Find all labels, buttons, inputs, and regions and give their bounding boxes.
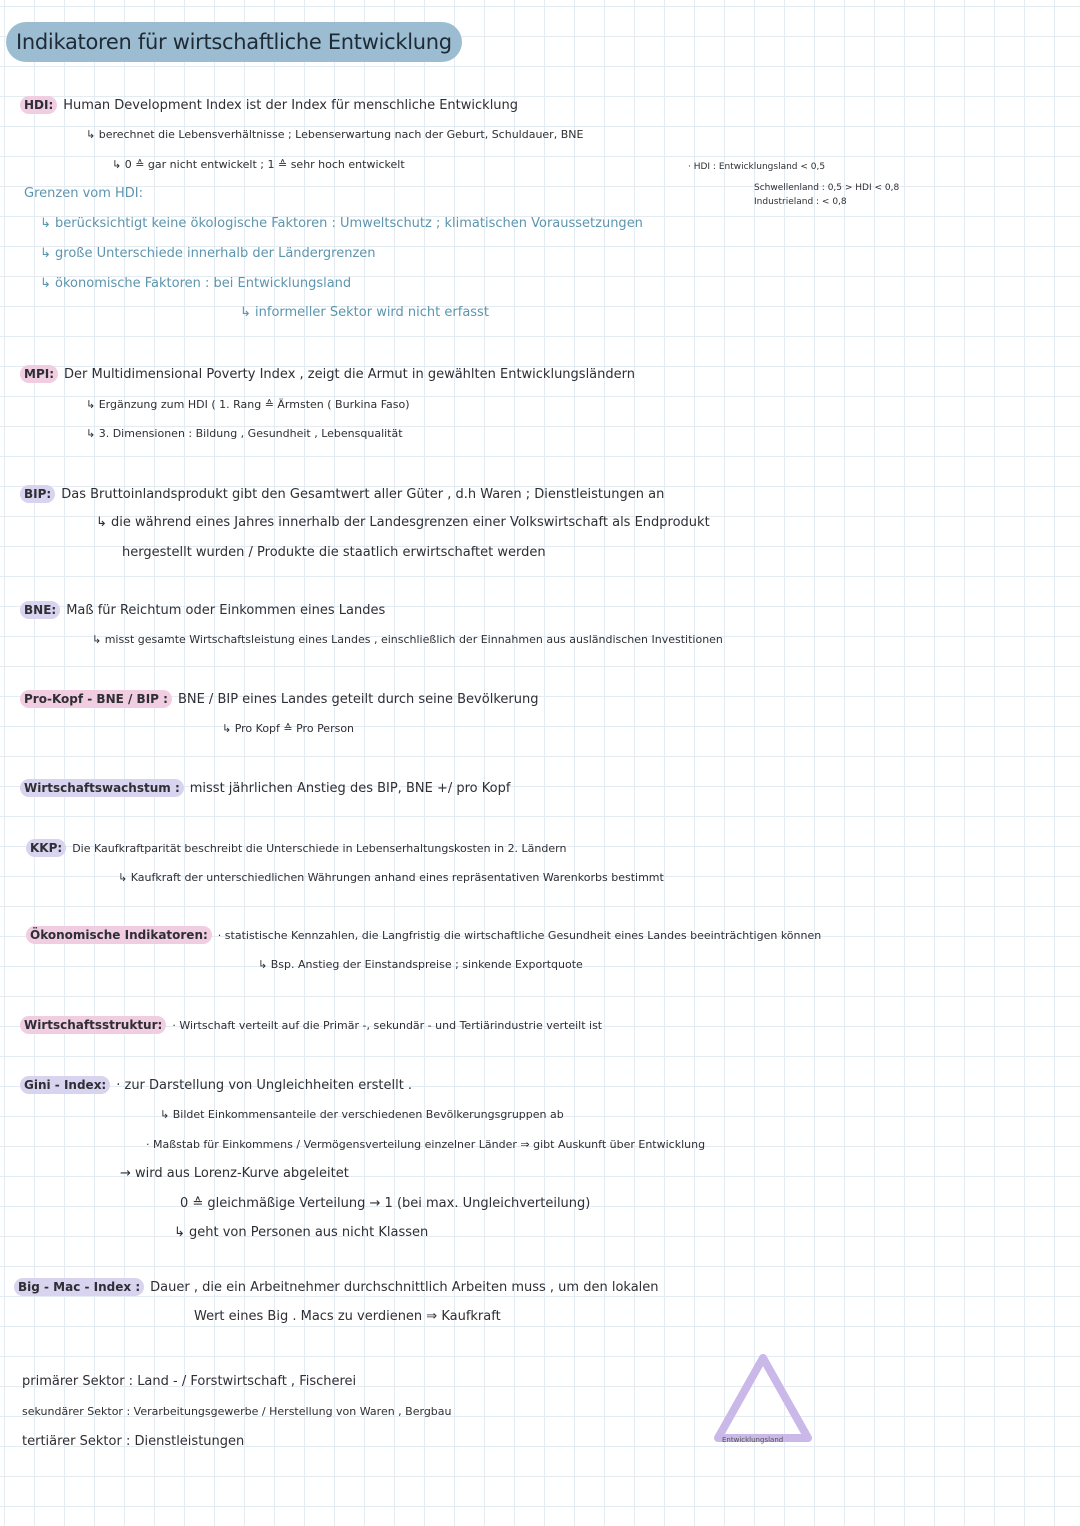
wachstum-definition: misst jährlichen Anstieg des BIP, BNE +/ pro Kopf [189,781,511,796]
hdi-tag: HDI: [20,96,57,114]
bip-line-2: ↳ die während eines Jahres innerhalb der Landesgrenzen einer Volkswirtschaft als Endprodukt [96,515,710,530]
bne-definition: Maß für Reichtum oder Einkommen eines Landes [66,603,386,618]
gini-line-5: 0 ≙ gleichmäßige Verteilung → 1 (bei max. Ungleichverteilung) [180,1196,591,1211]
struktur-definition: · Wirtschaft verteilt auf die Primär -, sekundär - und Tertiärindustrie verteilt ist [172,1019,603,1032]
development-triangle [708,1350,818,1450]
gini-definition: · zur Darstellung von Ungleichheiten erstellt . [116,1078,413,1093]
struktur-tag: Wirtschaftsstruktur: [20,1016,166,1034]
page-title: Indikatoren für wirtschaftliche Entwicklung [6,22,462,62]
bip-line-1 [20,485,664,504]
gini-line-6: ↳ geht von Personen aus nicht Klassen [174,1225,429,1240]
bigmac-definition: Dauer , die ein Arbeitnehmer durchschnittlich Arbeiten muss , um den lokalen [150,1280,659,1295]
kkp-line-1 [26,839,566,858]
prokopf-definition: BNE / BIP eines Landes geteilt durch seine Bevölkerung [177,692,539,707]
bip-line-3: hergestellt wurden / Produkte die staatlich erwirtschaftet werden [122,545,546,560]
hdi-definition: Human Development Index ist der Index für menschliche Entwicklung [63,98,519,113]
mpi-line-2: ↳ Ergänzung zum HDI ( 1. Rang ≙ Ärmsten ( Burkina Faso) [86,398,410,411]
grenzen-line-1: ↳ berücksichtigt keine ökologische Faktoren : Umweltschutz ; klimatischen Voraussetzungen [40,216,643,231]
hdi-line-2: ↳ berechnet die Lebensverhältnisse ; Lebenserwartung nach der Geburt, Schuldauer, BNE [86,128,584,141]
gini-line-2: ↳ Bildet Einkommensanteile der verschiedenen Bevölkerungsgruppen ab [160,1108,564,1121]
hdi-line-1 [20,96,518,115]
hdi-scale-1: · HDI : Entwicklungsland < 0,5 [688,162,826,172]
bigmac-line-2: Wert eines Big . Macs zu verdienen ⇒ Kaufkraft [194,1309,501,1324]
grenzen-heading: Grenzen vom HDI: [24,186,144,201]
wachstum-tag: Wirtschaftswachstum : [20,779,184,797]
bigmac-tag: Big - Mac - Index : [14,1278,144,1296]
sektor-primaer: primärer Sektor : Land - / Forstwirtschaft , Fischerei [22,1374,357,1389]
triangle-label: Entwicklungsland [722,1436,784,1444]
sektor-tertiaer: tertiärer Sektor : Dienstleistungen [22,1434,245,1449]
bip-definition: Das Bruttoinlandsprodukt gibt den Gesamtwert aller Güter , d.h Waren ; Dienstleistungen an [61,487,665,502]
mpi-line-1 [20,365,635,384]
kkp-definition: Die Kaufkraftparität beschreibt die Unterschiede in Lebenserhaltungskosten in 2. Ländern [72,842,567,855]
wachstum-line-1 [20,779,510,798]
gini-line-3: · Maßstab für Einkommens / Vermögensverteilung einzelner Länder ⇒ gibt Auskunft über Entwicklung [146,1138,706,1151]
prokopf-line-2: ↳ Pro Kopf ≙ Pro Person [222,722,355,735]
hdi-scale-2: Schwellenland : 0,5 > HDI < 0,8 [754,183,900,193]
grenzen-line-4: ↳ informeller Sektor wird nicht erfasst [240,305,489,320]
prokopf-line-1 [20,690,538,709]
kkp-tag: KKP: [26,839,66,857]
triangle-icon [708,1350,818,1450]
prokopf-tag: Pro-Kopf - BNE / BIP : [20,690,172,708]
oekonomisch-definition: · statistische Kennzahlen, die Langfristig die wirtschaftliche Gesundheit eines Landes beeinträchtigen können [217,929,822,942]
bne-line-2: ↳ misst gesamte Wirtschaftsleistung eines Landes , einschließlich der Einnahmen aus ausländischen Investitionen [92,633,723,646]
kkp-line-2: ↳ Kaufkraft der unterschiedlichen Währungen anhand eines repräsentativen Warenkorbs bestimmt [118,871,664,884]
bigmac-line-1 [14,1278,659,1297]
mpi-line-3: ↳ 3. Dimensionen : Bildung , Gesundheit , Lebensqualität [86,427,403,440]
bne-tag: BNE: [20,601,60,619]
bne-line-1 [20,601,385,620]
grenzen-line-2: ↳ große Unterschiede innerhalb der Ländergrenzen [40,246,376,261]
grenzen-line-3: ↳ ökonomische Faktoren : bei Entwicklungsland [40,276,352,291]
sektor-sekundaer: sekundärer Sektor : Verarbeitungsgewerbe / Herstellung von Waren , Bergbau [22,1405,452,1418]
mpi-definition: Der Multidimensional Poverty Index , zeigt die Armut in gewählten Entwicklungsländern [64,367,635,382]
gini-tag: Gini - Index: [20,1076,110,1094]
oekonomisch-tag: Ökonomische Indikatoren: [26,926,212,944]
oekonomisch-line-1 [26,926,821,945]
gini-line-4: → wird aus Lorenz-Kurve abgeleitet [120,1166,349,1181]
oekonomisch-line-2: ↳ Bsp. Anstieg der Einstandspreise ; sinkende Exportquote [258,958,583,971]
gini-line-1 [20,1076,412,1095]
struktur-line-1 [20,1016,602,1035]
mpi-tag: MPI: [20,365,58,383]
bip-tag: BIP: [20,485,55,503]
hdi-scale-3: Industrieland : < 0,8 [754,197,847,207]
hdi-line-3: ↳ 0 ≙ gar nicht entwickelt ; 1 ≙ sehr hoch entwickelt [112,158,405,171]
